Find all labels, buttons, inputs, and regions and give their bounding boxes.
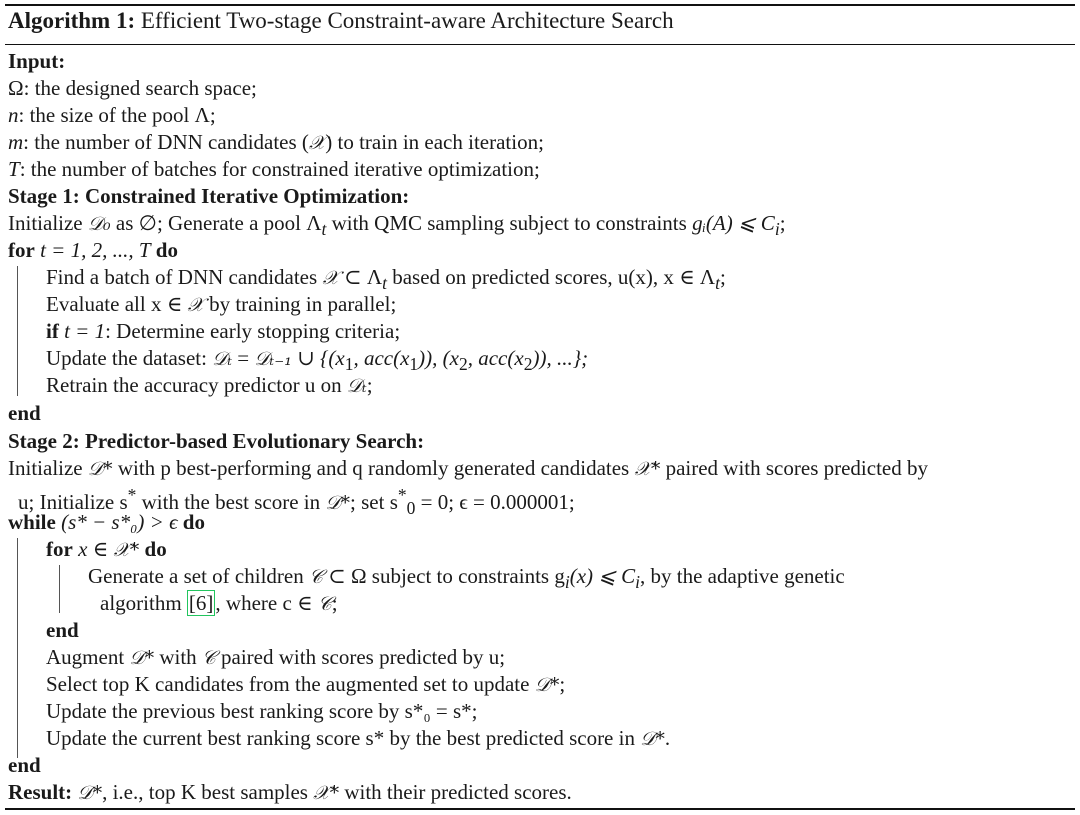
do-keyword: do bbox=[182, 510, 205, 534]
symbol-T: T bbox=[8, 157, 20, 181]
stage1-find-b: ⊂ Λ bbox=[338, 265, 383, 289]
for-keyword: for bbox=[8, 238, 35, 262]
input-m-line bbox=[8, 129, 544, 156]
symbol-omega: Ω bbox=[8, 76, 24, 100]
stage1-upd-b: ∪ {(x bbox=[291, 346, 345, 370]
sub-t: t bbox=[382, 273, 387, 294]
stage1-retrain-b: ; bbox=[366, 373, 373, 397]
stage1-upd-e: , acc(x bbox=[467, 346, 524, 370]
symbol-X: 𝒳 bbox=[322, 267, 339, 289]
stage1-init-c: with QMC sampling subject to constraints bbox=[326, 211, 693, 235]
stage2-while-end: end bbox=[8, 753, 41, 777]
if-keyword: if bbox=[46, 319, 59, 343]
for-expression: t = 1, 2, ..., T bbox=[40, 238, 151, 262]
symbol-Xstar: 𝒳* bbox=[113, 539, 140, 561]
sub-one: 1 bbox=[344, 354, 354, 375]
stage2-init2-b: with the best score in bbox=[136, 490, 326, 514]
sub-two: 2 bbox=[458, 354, 468, 375]
stage1-upd-f: )), ...}; bbox=[532, 346, 589, 370]
stage1-if-line bbox=[46, 318, 400, 344]
do-keyword: do bbox=[144, 537, 167, 561]
symbol-Dt: 𝒟ₜ bbox=[346, 375, 367, 397]
stage1-eval-line bbox=[46, 291, 396, 318]
stage2-gen1-d: , by the adaptive genetic bbox=[640, 564, 845, 588]
sup-star: * bbox=[127, 485, 137, 505]
stage2-heading: Stage 2: Predictor-based Evolutionary Search: bbox=[8, 429, 425, 453]
stage2-init2-a: u; Initialize s bbox=[18, 490, 128, 514]
result-line bbox=[8, 779, 572, 806]
if-expression: t = 1 bbox=[64, 319, 106, 343]
symbol-m: m bbox=[8, 130, 24, 154]
algorithm-label: Algorithm 1: bbox=[8, 8, 136, 33]
stage2-cur-a: Update the current best ranking score s* by the best predicted score in bbox=[46, 726, 641, 750]
algorithm-title-text: Efficient Two-stage Constraint-aware Architecture Search bbox=[140, 8, 674, 33]
title-rule bbox=[5, 44, 1075, 45]
sub-zero: 0 bbox=[406, 498, 416, 519]
sub-i: i bbox=[635, 572, 641, 593]
stage1-eval-a: Evaluate all x ∈ bbox=[46, 292, 188, 316]
sub-i: i bbox=[774, 219, 780, 240]
stage1-find-d: ; bbox=[720, 265, 726, 289]
symbol-Dstar: 𝒟* bbox=[534, 674, 560, 696]
sub-i: i bbox=[564, 572, 570, 593]
input-heading: Input: bbox=[8, 49, 66, 73]
stage2-gen2-a: algorithm bbox=[100, 591, 187, 615]
stage1-upd-c: , acc(x bbox=[353, 346, 410, 370]
stage1-heading: Stage 1: Constrained Iterative Optimization: bbox=[8, 184, 410, 208]
stage1-init-d: (A) ⩽ C bbox=[705, 211, 775, 235]
input-omega-text: : the designed search space; bbox=[23, 76, 257, 100]
symbol-C: 𝒞 bbox=[317, 593, 332, 615]
stage1-retrain-a: Retrain the accuracy predictor u on bbox=[46, 373, 347, 397]
stage1-init-e: ; bbox=[779, 211, 786, 235]
stage2-while-line bbox=[8, 509, 205, 535]
stage2-aug-b: with bbox=[154, 645, 202, 669]
stage1-find-a: Find a batch of DNN candidates bbox=[46, 265, 323, 289]
stage2-while-bar bbox=[17, 538, 18, 758]
stage2-for-end: end bbox=[46, 618, 79, 642]
stage1-find-c: based on predicted scores, u(x), x ∈ Λ bbox=[386, 265, 716, 289]
bottom-rule bbox=[5, 808, 1075, 810]
stage2-init2-c: ; set s bbox=[350, 490, 398, 514]
stage1-for-line bbox=[8, 237, 178, 263]
stage2-gen2-c: ; bbox=[331, 591, 338, 615]
result-label: Result: bbox=[8, 780, 73, 804]
stage2-gen1-b: ⊂ Ω subject to constraints g bbox=[322, 564, 565, 588]
while-keyword: while bbox=[8, 510, 56, 534]
stage2-for-line bbox=[46, 536, 167, 563]
symbol-D0: 𝒟₀ bbox=[87, 213, 111, 235]
stage1-init-a: Initialize bbox=[8, 211, 88, 235]
sub-two: 2 bbox=[523, 354, 533, 375]
input-m-text-b: ) to train in each iteration; bbox=[325, 130, 544, 154]
symbol-Dtm1: 𝒟ₜ₋₁ bbox=[254, 348, 292, 370]
symbol-Xstar: 𝒳* bbox=[634, 458, 661, 480]
stage1-upd-d: )), (x bbox=[418, 346, 459, 370]
stage2-gen2-b: , where c ∈ bbox=[215, 591, 318, 615]
input-n-text: : the size of the pool Λ; bbox=[18, 103, 216, 127]
stage2-init1-b: with p best-performing and q randomly generated candidates bbox=[112, 456, 635, 480]
stage1-end: end bbox=[8, 401, 41, 425]
stage1-eval-b: by training in parallel; bbox=[203, 292, 397, 316]
stage2-aug-a: Augment bbox=[46, 645, 130, 669]
sub-one: 1 bbox=[409, 354, 419, 375]
stage1-upd-a: Update the dataset: bbox=[46, 346, 213, 370]
stage2-sel-a: Select top K candidates from the augmented set to update bbox=[46, 672, 535, 696]
symbol-Dstar: 𝒟* bbox=[640, 728, 665, 750]
input-omega-line bbox=[8, 75, 257, 101]
stage2-sel-b: ; bbox=[559, 672, 566, 696]
symbol-C: 𝒞 bbox=[201, 647, 216, 669]
stage2-aug-c: paired with scores predicted by u; bbox=[215, 645, 506, 669]
stage2-select-line bbox=[46, 671, 565, 698]
symbol-X: 𝒳 bbox=[187, 294, 204, 316]
for-expression: x ∈ bbox=[78, 537, 114, 561]
stage2-init1-c: paired with scores predicted by bbox=[660, 456, 928, 480]
stage2-cur-b: . bbox=[664, 726, 671, 750]
stage2-prev-line: Update the previous best ranking score by s*₀ = s*; bbox=[46, 699, 478, 723]
citation-link[interactable]: [6] bbox=[188, 591, 214, 615]
symbol-Dstar: 𝒟* bbox=[325, 492, 351, 514]
stage2-init-line-1 bbox=[8, 455, 928, 482]
stage1-loop-bar bbox=[17, 266, 18, 396]
top-rule bbox=[5, 4, 1075, 6]
equals-sign: = bbox=[232, 346, 255, 370]
symbol-Dstar: 𝒟* bbox=[129, 647, 155, 669]
symbol-Dstar: 𝒟* bbox=[87, 458, 113, 480]
stage2-gen1-c: (x) ⩽ C bbox=[569, 564, 636, 588]
stage2-init2-d: = 0; ϵ = 0.000001; bbox=[415, 490, 575, 514]
stage2-gen-line-2 bbox=[100, 590, 338, 617]
stage2-gen1-a: Generate a set of children bbox=[88, 564, 309, 588]
while-expression: (s* − s*₀) > ϵ bbox=[61, 510, 178, 534]
input-n-line bbox=[8, 102, 216, 128]
algorithm-title bbox=[8, 8, 674, 34]
result-text-a: , i.e., top K best samples bbox=[102, 780, 314, 804]
symbol-Xstar: 𝒳* bbox=[313, 782, 340, 804]
input-t-text: : the number of batches for constrained iterative optimization; bbox=[19, 157, 540, 181]
stage1-init-b: as ∅; Generate a pool Λ bbox=[110, 211, 322, 235]
input-t-line bbox=[8, 156, 540, 182]
stage2-augment-line bbox=[46, 644, 505, 671]
stage2-current-line bbox=[46, 725, 670, 752]
symbol-X: 𝒳 bbox=[308, 132, 326, 154]
result-text-b: with their predicted scores. bbox=[339, 780, 572, 804]
sub-t: t bbox=[715, 273, 721, 294]
input-m-text-a: : the number of DNN candidates ( bbox=[23, 130, 309, 154]
symbol-gi: gᵢ bbox=[692, 211, 706, 235]
if-text: : Determine early stopping criteria; bbox=[105, 319, 401, 343]
symbol-Dstar: 𝒟* bbox=[77, 782, 103, 804]
symbol-Dt: 𝒟ₜ bbox=[212, 348, 233, 370]
stage2-for-bar bbox=[59, 565, 60, 613]
sub-t: t bbox=[321, 219, 327, 240]
for-keyword: for bbox=[46, 537, 73, 561]
symbol-n: n bbox=[8, 103, 19, 127]
stage2-init1-a: Initialize bbox=[8, 456, 88, 480]
do-keyword: do bbox=[155, 238, 178, 262]
sup-star: * bbox=[397, 485, 407, 505]
stage1-retrain-line bbox=[46, 372, 373, 399]
symbol-C: 𝒞 bbox=[308, 566, 323, 588]
